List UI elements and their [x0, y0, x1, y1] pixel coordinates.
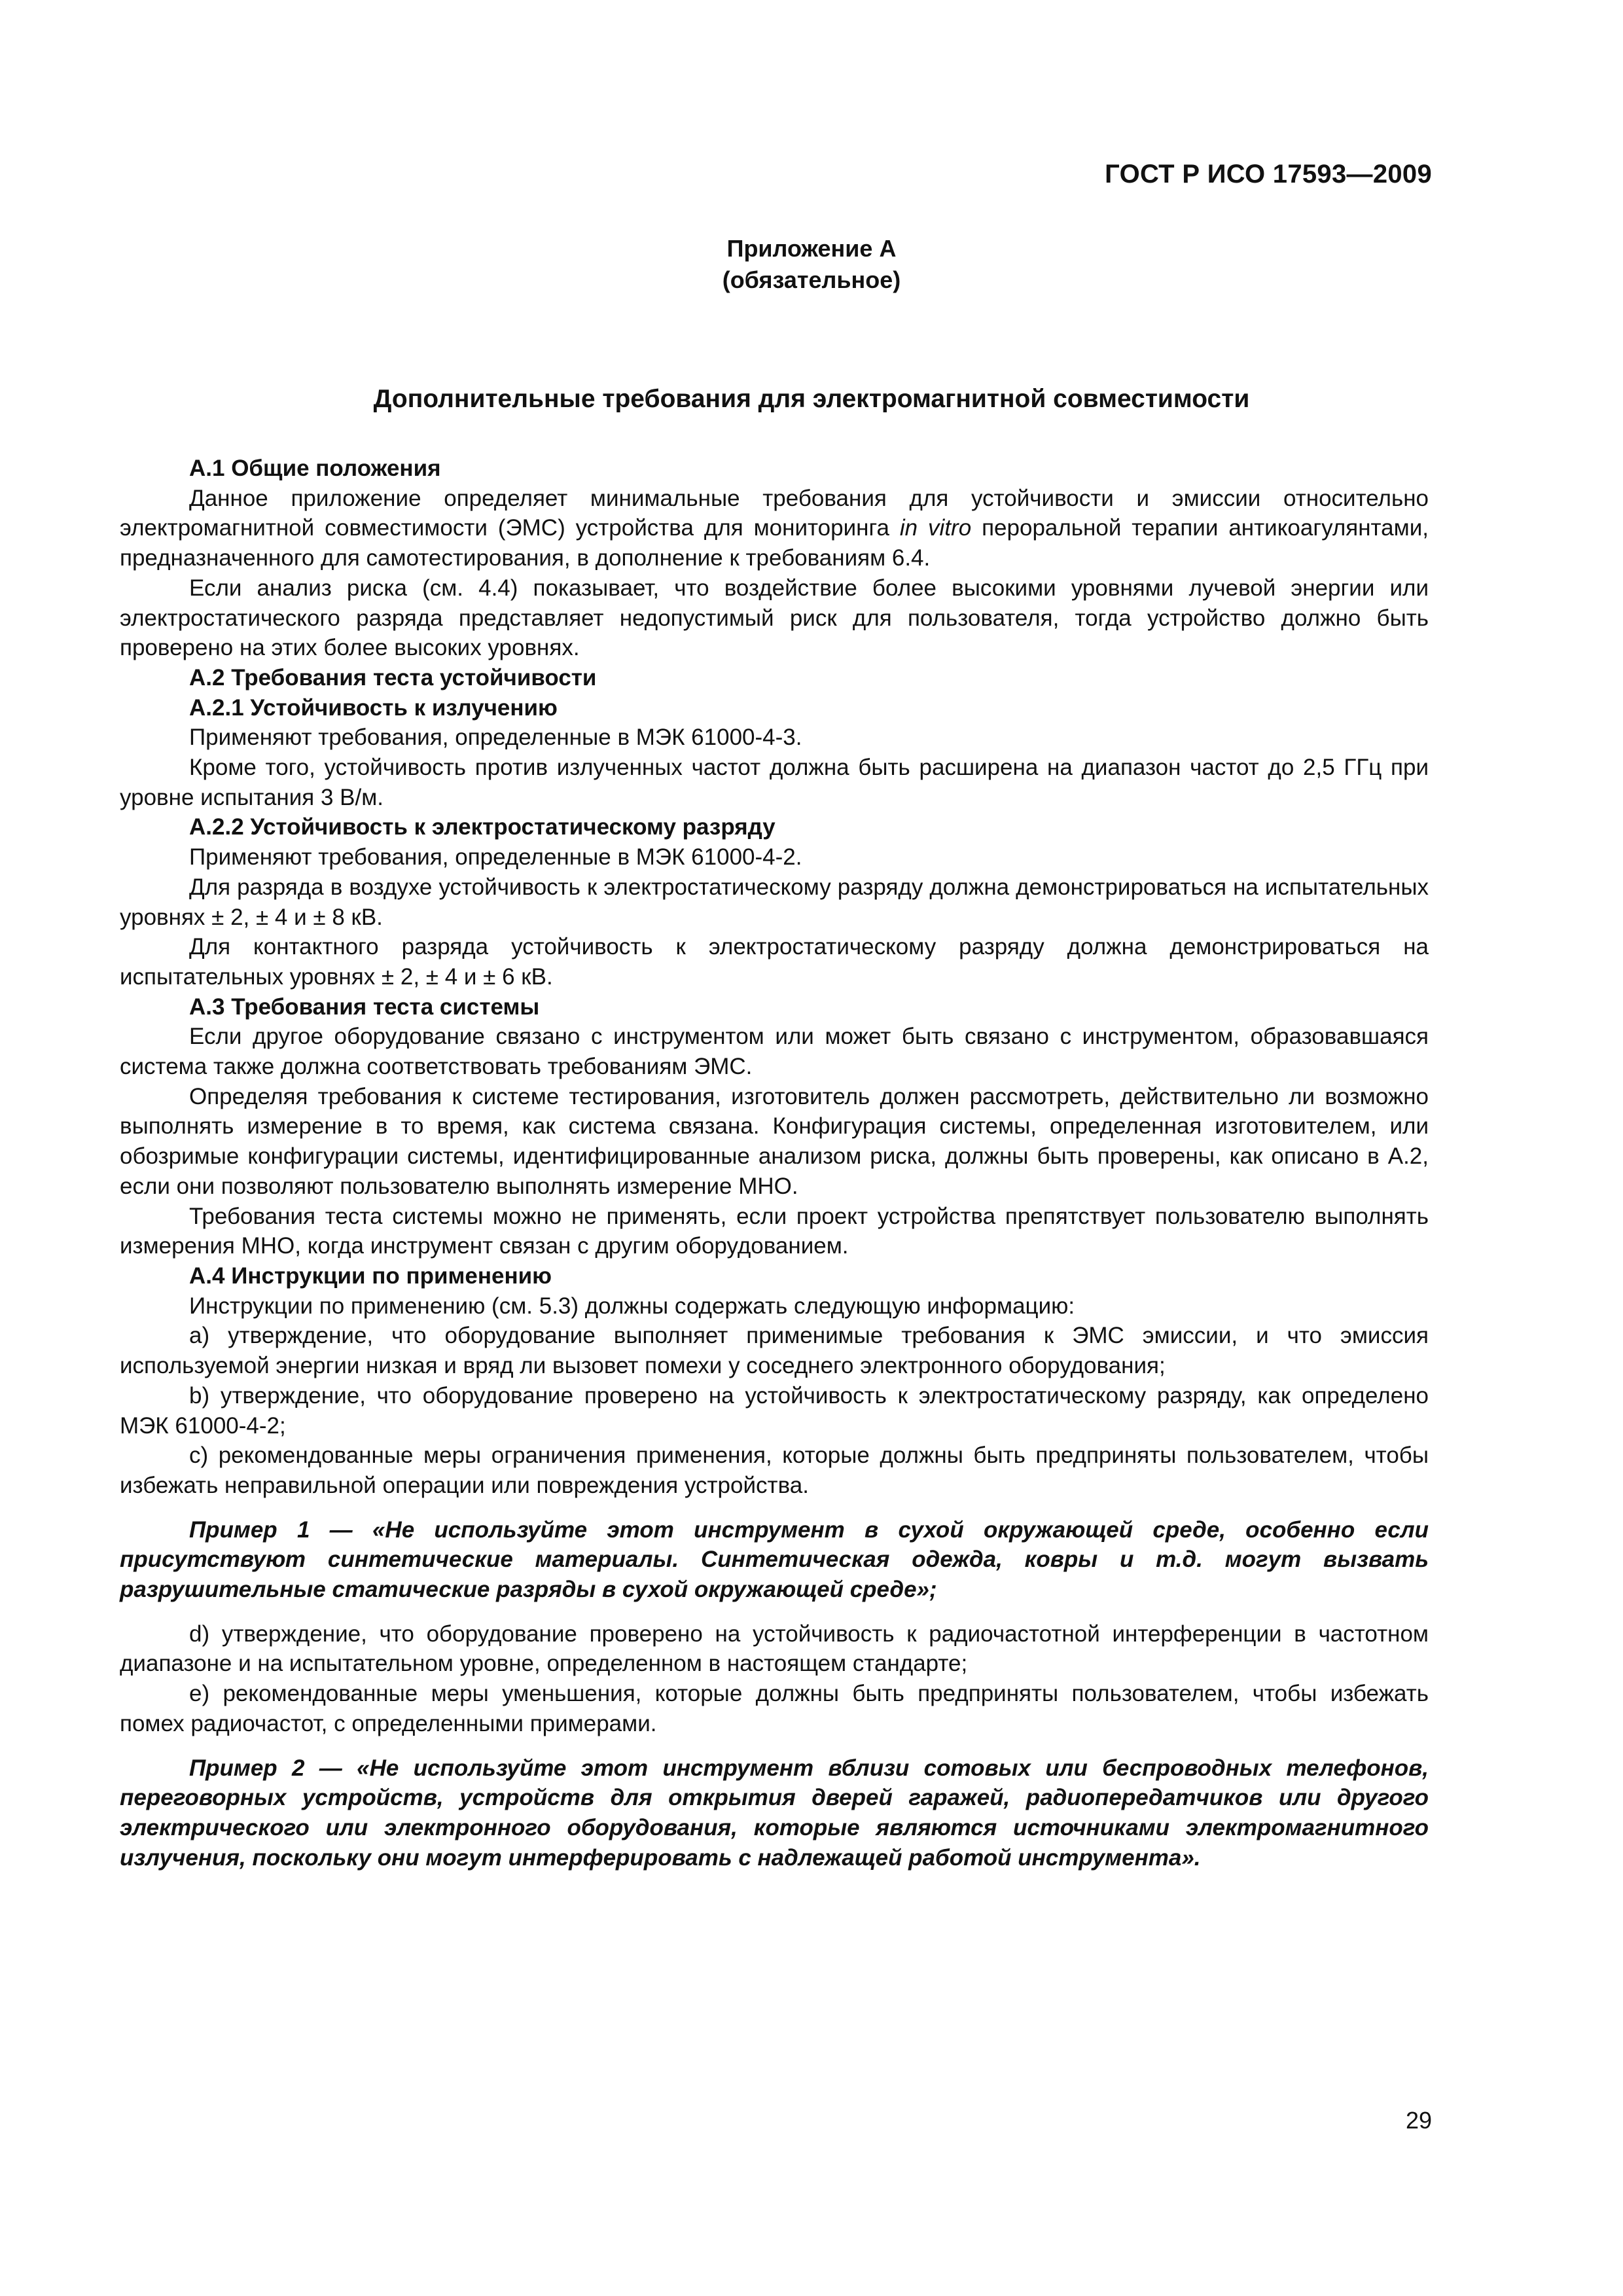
annex-label: Приложение А — [726, 235, 897, 262]
paragraph-a1-2: Если анализ риска (см. 4.4) показывает, что воздействие более высокими уровнями лучевой энергии или электростатического разряда представляет недопустимый риск для пользователя, тогда устройство должно быть проверено на этих более высоких уровнях. — [120, 575, 1429, 661]
section-heading-a21: А.2.1 Устойчивость к излучению — [189, 694, 558, 721]
list-item-c: c) рекомендованные меры ограничения применения, которые должны быть предприняты пользователем, чтобы избежать неправильной операции или повреждения устройства. — [120, 1443, 1429, 1498]
paragraph-a3-1: Если другое оборудование связано с инструментом или может быть связано с инструментом, образовавшаяся система также должна соответствовать требованиям ЭМС. — [120, 1024, 1429, 1080]
paragraph-a22-1: Применяют требования, определенные в МЭК 61000-4-2. — [189, 844, 802, 870]
list-item-d: d) утверждение, что оборудование проверено на устойчивость к радиочастотной интерференции в частотном диапазоне и на испытательном уровне, определенном в настоящем стандарте; — [120, 1621, 1429, 1677]
paragraph-a22-3: Для контактного разряда устойчивость к электростатическому разряду должна демонстрироваться на испытательных уровнях ± 2, ± 4 и ± 6 кВ. — [120, 934, 1429, 990]
annex-heading — [0, 233, 1623, 296]
section-heading-a3: А.3 Требования теста системы — [189, 994, 540, 1020]
section-heading-a4: А.4 Инструкции по применению — [189, 1263, 552, 1289]
paragraph-a21-2: Кроме того, устойчивость против излученных частот должна быть расширена на диапазон частот до 2,5 ГГц при уровне испытания 3 В/м. — [120, 755, 1429, 810]
annex-status: (обязательное) — [722, 266, 901, 293]
paragraph-text: пероральной терапии антикоагулянтами, предназначенного для самотестирования, в дополнение к требованиям 6.4. — [120, 515, 1429, 571]
paragraph-a3-3: Требования теста системы можно не применять, если проект устройства препятствует пользователю выполнять измерения МНО, когда инструмент связан с другим оборудованием. — [120, 1203, 1429, 1259]
paragraph-a22-2: Для разряда в воздухе устойчивость к электростатическому разряду должна демонстрироваться на испытательных уровнях ± 2, ± 4 и ± 8 кВ. — [120, 874, 1429, 930]
section-heading-a22: А.2.2 Устойчивость к электростатическому разряду — [189, 814, 776, 840]
document-title: Дополнительные требования для электромагнитной совместимости — [373, 385, 1250, 413]
italic-term: in vitro — [899, 515, 972, 541]
paragraph-a21-1: Применяют требования, определенные в МЭК 61000-4-3. — [189, 725, 802, 751]
paragraph-a3-2: Определяя требования к системе тестирования, изготовитель должен рассмотреть, действительно ли возможно выполнять измерение в то время, как система связана. Конфигурация системы, определенная изготовителем, или обозримые конфигурации системы, идентифицированные анализом риска, должны быть проверены, как описано в А.2, если они позволяют пользователю выполнять измерение МНО. — [120, 1083, 1429, 1199]
paragraph-a4-1: Инструкции по применению (см. 5.3) должны содержать следующую информацию: — [189, 1293, 1075, 1319]
paragraph-text: Данное приложение определяет минимальные требования для устойчивости и эмиссии относительно электромагнитной совместимости (ЭМС) устройства для мониторинга — [120, 485, 1429, 541]
section-heading-a1: А.1 Общие положения — [189, 456, 441, 481]
section-heading-a2: А.2 Требования теста устойчивости — [189, 664, 597, 691]
example-2: Пример 2 — «Не используйте этот инструмент вблизи сотовых или беспроводных телефонов, переговорных устройств, устройств для открытия дверей гаражей, радиопередатчиков или другого электрического или электронного оборудования, которые являются источниками электромагнитного излучения, поскольку они могут интерферировать с надлежащей работой инструмента». — [120, 1755, 1429, 1871]
paragraph-a1-1 — [120, 484, 1429, 573]
standard-id: ГОСТ Р ИСО 17593—2009 — [1105, 160, 1432, 188]
example-1: Пример 1 — «Не используйте этот инструмент в сухой окружающей среде, особенно если присутствуют синтетические материалы. Синтетическая одежда, ковры и т.д. могут вызвать разрушительные статические разряды в сухой окружающей среде»; — [120, 1516, 1429, 1603]
list-item-a: а) утверждение, что оборудование выполняет применимые требования к ЭМС эмиссии, и что эмиссия используемой энергии низкая и вряд ли вызовет помехи у соседнего электронного оборудования; — [120, 1323, 1429, 1379]
document-body — [120, 454, 1429, 1873]
list-item-e: e) рекомендованные меры уменьшения, которые должны быть предприняты пользователем, чтобы избежать помех радиочастот, с определенными примерами. — [120, 1681, 1429, 1736]
page-number: 29 — [1405, 2107, 1432, 2134]
list-item-b: b) утверждение, что оборудование проверено на устойчивость к электростатическому разряду, как определено МЭК 61000-4-2; — [120, 1382, 1429, 1439]
